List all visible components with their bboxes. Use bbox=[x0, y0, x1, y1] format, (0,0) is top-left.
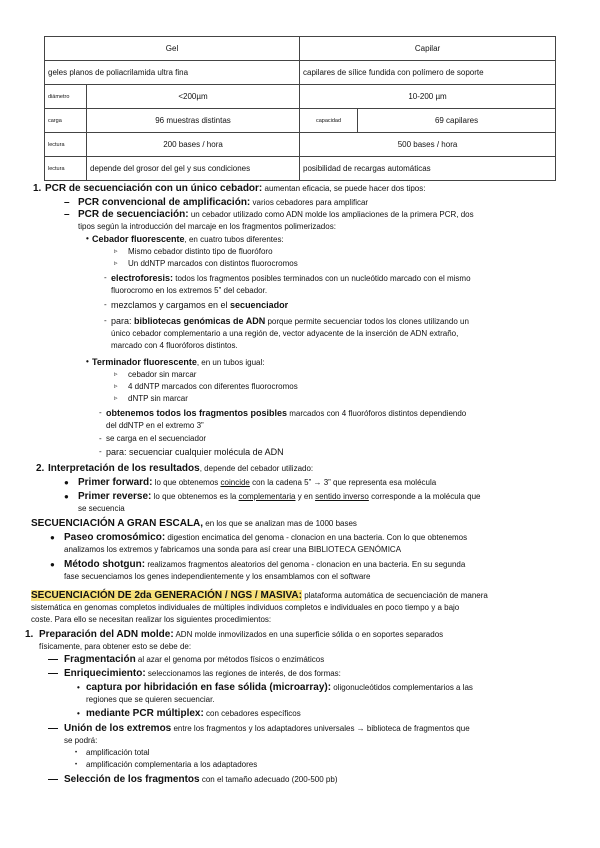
list-item bbox=[0, 747, 600, 759]
table-row-label: carga bbox=[45, 109, 87, 133]
item-title: secuenciador bbox=[230, 300, 289, 310]
item-desc: porque permite secuenciar todos los clones utilizando un bbox=[265, 317, 469, 326]
dash-bullet: – bbox=[64, 209, 70, 220]
list-item bbox=[0, 532, 600, 544]
dash-bullet: — bbox=[48, 774, 58, 785]
list-item bbox=[0, 708, 600, 720]
item-title: electroforesis: bbox=[111, 273, 174, 283]
table-cell: 10-200 µm bbox=[300, 85, 556, 109]
dash-bullet: – bbox=[64, 197, 70, 208]
list-item bbox=[0, 723, 600, 735]
ngs-step-1 bbox=[0, 629, 600, 641]
item-title: captura por hibridación en fase sólida (microarray): bbox=[86, 682, 332, 693]
list-item-cont: tipos según la introducción del marcaje en los fragmentos polimerizados: bbox=[78, 222, 336, 231]
list-item bbox=[0, 446, 600, 459]
list-item bbox=[0, 668, 600, 680]
section-desc: , depende del cebador utilizado: bbox=[199, 464, 314, 473]
table-row bbox=[45, 133, 556, 157]
table-cell: <200µm bbox=[87, 85, 300, 109]
table-cell: 69 capilares bbox=[358, 109, 556, 133]
item-title: Método shotgun: bbox=[64, 559, 146, 570]
arrow-bullet-icon: ▹ bbox=[114, 248, 118, 255]
list-item bbox=[0, 774, 600, 786]
list-item bbox=[0, 682, 600, 694]
item-desc: , en un tubos igual: bbox=[196, 358, 265, 367]
list-item bbox=[0, 246, 600, 258]
item-title: Primer forward: bbox=[78, 477, 153, 488]
dash-bullet: - bbox=[104, 300, 107, 309]
arrow-bullet-icon: ▹ bbox=[114, 395, 118, 402]
item-desc: marcados con 4 fluoróforos distintos dependiendo bbox=[287, 409, 467, 418]
table-row bbox=[45, 157, 556, 181]
list-item bbox=[0, 233, 600, 246]
list-item-cont: físicamente, para obtener esto se debe de: bbox=[39, 642, 192, 651]
item-title: Cebador fluorescente bbox=[92, 234, 185, 244]
dot-bullet: ● bbox=[64, 492, 69, 501]
item-desc: oligonucleótidos complementarios a las bbox=[331, 683, 473, 692]
item-desc: realizamos fragmentos aleatorios del genoma - clonacion en una bacteria. En su segunda bbox=[145, 560, 466, 569]
item-desc: todos los fragmentos posibles terminados con un nucleótido marcado con el mismo bbox=[173, 274, 471, 283]
small-dot-bullet: • bbox=[75, 762, 78, 768]
list-item bbox=[0, 491, 600, 503]
item-desc: varios cebadores para amplificar bbox=[250, 198, 369, 207]
item-title: Fragmentación bbox=[64, 654, 136, 665]
dash-bullet: - bbox=[99, 434, 102, 443]
item-desc: al azar el genoma por métodos físicos o enzimáticos bbox=[135, 655, 325, 664]
item-desc: , en cuatro tubos diferentes: bbox=[184, 235, 284, 244]
list-item-cont: se podrá: bbox=[64, 736, 98, 745]
table-header-gel: Gel bbox=[45, 37, 300, 61]
dot-bullet: • bbox=[77, 683, 80, 692]
list-item-cont: del ddNTP en el extremo 3” bbox=[106, 421, 204, 430]
list-item-cont: regiones que se quieren secuenciar. bbox=[86, 695, 215, 704]
section-desc: plataforma automática de secuenciación de manera bbox=[301, 591, 488, 600]
list-item bbox=[0, 393, 600, 405]
table-row bbox=[45, 61, 556, 85]
item-text: Un ddNTP marcados con distintos fluorocromos bbox=[128, 259, 298, 268]
arrow-bullet-icon: ▹ bbox=[114, 383, 118, 390]
table-cell: geles planos de poliacrilamida ultra fina bbox=[45, 61, 300, 85]
item-text: corresponde a la molécula que bbox=[368, 492, 481, 501]
item-text: se carga en el secuenciador bbox=[106, 434, 207, 443]
item-title: PCR convencional de amplificación: bbox=[78, 197, 251, 208]
section-desc: aumentan eficacia, se puede hacer dos tipos: bbox=[262, 184, 426, 193]
paragraph-line: sistemática en genomas completos individuales de múltiples individuos completos e individuales en poco tiempo y a bajo bbox=[31, 603, 460, 612]
arrow-bullet-icon: ▹ bbox=[114, 371, 118, 378]
section-1-heading bbox=[0, 183, 600, 195]
list-item bbox=[0, 197, 600, 209]
item-desc: un cebador utilizado como ADN molde los ampliaciones de la primera PCR, dos bbox=[188, 210, 474, 219]
small-dot-bullet: • bbox=[75, 750, 78, 756]
dot-bullet: • bbox=[86, 357, 89, 366]
dash-bullet: - bbox=[104, 273, 107, 282]
item-text: complementaria bbox=[238, 492, 296, 501]
item-title: Enriquecimiento: bbox=[64, 668, 146, 679]
dot-bullet: ● bbox=[64, 478, 69, 487]
list-item bbox=[0, 477, 600, 489]
table-row-label: lectura bbox=[45, 133, 87, 157]
section-title: SECUENCIACIÓN A GRAN ESCALA, bbox=[31, 518, 204, 529]
list-item bbox=[0, 209, 600, 221]
list-marker: 1. bbox=[33, 183, 42, 194]
item-title: Unión de los extremos bbox=[64, 723, 172, 734]
table-row-label: lectura bbox=[45, 157, 87, 181]
item-desc: entre los fragmentos y los adaptadores universales → biblioteca de fragmentos que bbox=[171, 724, 470, 733]
table-cell: 96 muestras distintas bbox=[87, 109, 300, 133]
item-text: para: bbox=[111, 316, 135, 326]
item-title: PCR de secuenciación: bbox=[78, 209, 189, 220]
list-item-cont: único cebador complementario a una región de, vector adyacente de la inserción de ADN extraño, bbox=[111, 329, 459, 338]
item-title: bibliotecas genómicas de ADN bbox=[134, 316, 266, 326]
notes-body bbox=[0, 183, 600, 786]
table-cell: 500 bases / hora bbox=[300, 133, 556, 157]
table-row bbox=[45, 109, 556, 133]
table-header-capilar: Capilar bbox=[300, 37, 556, 61]
list-item bbox=[0, 654, 600, 666]
item-text: para: secuenciar cualquier molécula de ADN bbox=[106, 447, 284, 457]
item-text: amplificación complementaria a los adaptadores bbox=[86, 760, 258, 769]
section-desc: en los que se analizan mas de 1000 bases bbox=[203, 519, 357, 528]
item-title: Selección de los fragmentos bbox=[64, 774, 200, 785]
item-text: sentido inverso bbox=[315, 492, 369, 501]
list-item-cont: analizamos los extremos y fabricamos una sonda para así crear una BIBLIOTECA GENÓMICA bbox=[64, 545, 402, 554]
table-row-label: capacidad bbox=[300, 109, 358, 133]
item-text: mezclamos y cargamos en el bbox=[111, 300, 231, 310]
item-text: 4 ddNTP marcados con diferentes fluorocromos bbox=[128, 382, 298, 391]
item-desc: con el tamaño adecuado (200-500 pb) bbox=[199, 775, 338, 784]
item-text: lo que obtenemos es la bbox=[151, 492, 239, 501]
item-text: coincide bbox=[220, 478, 250, 487]
list-item-cont: marcado con 4 fluoróforos distintos. bbox=[111, 341, 238, 350]
section-title: PCR de secuenciación con un único cebador: bbox=[45, 183, 263, 194]
table-cell: capilares de sílice fundida con polímero de soporte bbox=[300, 61, 556, 85]
dot-bullet: ● bbox=[50, 560, 55, 569]
dot-bullet: • bbox=[77, 709, 80, 718]
paragraph-line: coste. Para ello se necesitan realizar los siguientes procedimientos: bbox=[31, 615, 272, 624]
table-cell: depende del grosor del gel y sus condiciones bbox=[87, 157, 300, 181]
comparison-table bbox=[44, 36, 556, 181]
list-item-cont: fluorocromo en los extremos 5” del cebador. bbox=[111, 286, 268, 295]
item-desc: digestion encimatica del genoma - clonacion en una bacteria. Con lo que obtenemos bbox=[165, 533, 468, 542]
ngs-heading bbox=[0, 590, 600, 602]
list-item bbox=[0, 407, 600, 420]
table-cell: 200 bases / hora bbox=[87, 133, 300, 157]
item-text: y en bbox=[295, 492, 316, 501]
item-desc: con cebadores específicos bbox=[203, 709, 301, 718]
item-title: mediante PCR múltiplex: bbox=[86, 708, 204, 719]
arrow-bullet-icon: ▹ bbox=[114, 260, 118, 267]
dash-bullet: - bbox=[104, 316, 107, 325]
item-title: Preparación del ADN molde: bbox=[39, 629, 174, 640]
item-text: amplificación total bbox=[86, 748, 150, 757]
list-item bbox=[0, 433, 600, 445]
item-text: Mismo cebador distinto tipo de fluoróforo bbox=[128, 247, 273, 256]
item-title: Terminador fluorescente bbox=[92, 357, 197, 367]
item-title: obtenemos todos los fragmentos posibles bbox=[106, 408, 288, 418]
item-title: Primer reverse: bbox=[78, 491, 152, 502]
list-item bbox=[0, 258, 600, 270]
item-text: cebador sin marcar bbox=[128, 370, 197, 379]
list-item bbox=[0, 272, 600, 285]
dot-bullet: • bbox=[86, 234, 89, 243]
item-text: dNTP sin marcar bbox=[128, 394, 188, 403]
item-text: con la cadena 5” → 3” que representa esa molécula bbox=[249, 478, 437, 487]
gran-escala-heading bbox=[0, 518, 600, 530]
table-row-label: diámetro bbox=[45, 85, 87, 109]
list-marker: 1. bbox=[25, 629, 34, 640]
dash-bullet: - bbox=[99, 408, 102, 417]
list-marker: 2. bbox=[36, 463, 45, 474]
table-row bbox=[45, 37, 556, 61]
list-item bbox=[0, 315, 600, 328]
list-item bbox=[0, 559, 600, 571]
list-item bbox=[0, 369, 600, 381]
list-item bbox=[0, 299, 600, 312]
table-cell: posibilidad de recargas automáticas bbox=[300, 157, 556, 181]
highlighted-title: SECUENCIACIÓN DE 2da GENERACIÓN / NGS / MASIVA: bbox=[31, 590, 302, 601]
list-item-cont: se secuencia bbox=[78, 504, 125, 513]
item-desc: ADN molde inmovilizados en una superficie sólida o en soportes separados bbox=[173, 630, 444, 639]
list-item-cont: fase secuenciamos los genes independientemente y los ensamblamos con el software bbox=[64, 572, 371, 581]
dash-bullet: — bbox=[48, 668, 58, 679]
dash-bullet: - bbox=[99, 447, 102, 456]
dash-bullet: — bbox=[48, 654, 58, 665]
table-row bbox=[45, 85, 556, 109]
item-title: Paseo cromosómico: bbox=[64, 532, 166, 543]
dash-bullet: — bbox=[48, 723, 58, 734]
dot-bullet: ● bbox=[50, 533, 55, 542]
section-2-heading bbox=[0, 463, 600, 475]
section-title: Interpretación de los resultados bbox=[48, 463, 200, 474]
list-item bbox=[0, 759, 600, 771]
list-item bbox=[0, 381, 600, 393]
item-desc: seleccionamos las regiones de interés, de dos formas: bbox=[145, 669, 341, 678]
list-item bbox=[0, 356, 600, 369]
item-text: lo que obtenemos bbox=[152, 478, 221, 487]
